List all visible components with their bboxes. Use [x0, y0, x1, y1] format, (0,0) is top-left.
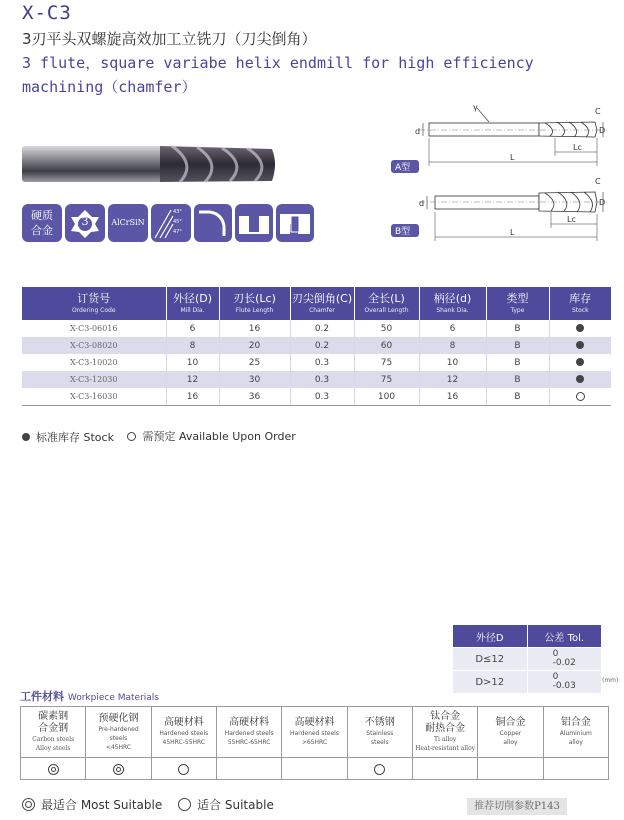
label-L-b: L: [510, 228, 515, 237]
material-name-cn: 高硬材料: [163, 717, 204, 728]
table-row: [22, 337, 611, 354]
title-english-line-2: machining（chamfer）: [22, 78, 197, 96]
cutting-parameters-reference: 推荐切削参数P143: [467, 798, 567, 815]
workpiece-column-header: [543, 707, 608, 758]
tol-range: D>12: [453, 671, 528, 694]
cell-code: X-C3-12030: [22, 371, 166, 388]
tol-upper: 0: [552, 649, 559, 659]
workpiece-column-header: [216, 707, 281, 758]
suitability-cell: [282, 758, 347, 780]
spec-header-row: [22, 287, 611, 320]
most-suitable-icon: [113, 764, 124, 775]
tol-upper: 0: [552, 672, 559, 682]
cell-mill-dia: 16: [166, 388, 219, 406]
tol-range: D≤12: [453, 648, 528, 671]
side-mill-shape-icon: [276, 204, 314, 242]
cell-shank-dia: 10: [419, 354, 486, 371]
table-row: [453, 671, 602, 694]
label-gamma: γ: [473, 103, 478, 112]
workpiece-header-row: [21, 707, 609, 758]
chamfer-shape-icon: [194, 204, 232, 242]
flute-count: 3: [81, 215, 89, 228]
cell-chamfer: 0.3: [290, 371, 354, 388]
suitable-icon: [374, 764, 385, 775]
coating-icon: [108, 204, 148, 242]
cell-code: X-C3-10020: [22, 354, 166, 371]
suitability-cell: [543, 758, 608, 780]
cell-overall-length: 75: [354, 354, 419, 371]
stock-filled-icon: [576, 358, 584, 366]
legend-suitable: 适合 Suitable: [197, 798, 274, 812]
tolerance-unit: (mm): [602, 677, 619, 684]
title-chinese: 3刃平头双螺旋高效加工立铣刀（刀尖倒角）: [22, 30, 317, 48]
header-mill-dia: 外径(D) Mill Dia.: [166, 287, 219, 320]
material-name-cn: 钛合金 耐热合金: [425, 711, 466, 734]
cell-code: X-C3-16030: [22, 388, 166, 406]
material-name-en: Carbon steels Alloy steels: [32, 736, 75, 752]
type-a-label: A型: [395, 163, 411, 173]
label-D-a: D: [599, 126, 606, 135]
workpiece-column-header: [412, 707, 477, 758]
cell-overall-length: 75: [354, 371, 419, 388]
stock-filled-icon: [576, 324, 584, 332]
cell-code: X-C3-06016: [22, 320, 166, 337]
table-row: [22, 371, 611, 388]
header-shank-dia: 柄径(d) Shank Dia.: [419, 287, 486, 320]
material-name-en: Stainless steels: [366, 730, 394, 746]
cell-shank-dia: 8: [419, 337, 486, 354]
helix-angle-3: 47°: [173, 229, 182, 235]
tol-value: [527, 648, 602, 671]
cell-type: B: [486, 337, 549, 354]
material-name-cn: 预硬化钢: [98, 712, 139, 724]
material-name-en: Ti alloy Heat-resistant alloy: [415, 736, 476, 752]
stock-empty-icon: [576, 392, 585, 401]
spec-table: [22, 287, 611, 406]
material-name-cn: 高硬材料: [294, 717, 335, 728]
cell-shank-dia: 12: [419, 371, 486, 388]
table-row: [22, 320, 611, 337]
endmill-photo: [22, 143, 278, 187]
material-name-cn: 不锈钢: [364, 717, 395, 728]
slot-shape-icon: [235, 204, 273, 242]
cell-flute-length: 16: [219, 320, 290, 337]
helix-lines-icon: [151, 204, 175, 242]
cell-overall-length: 60: [354, 337, 419, 354]
suitability-cell: [478, 758, 543, 780]
material-name-cn: 高硬材料: [229, 717, 270, 728]
most-suitable-icon: [22, 798, 35, 811]
label-C-a: C: [595, 107, 601, 116]
tol-value: [527, 671, 602, 694]
cell-overall-length: 100: [354, 388, 419, 406]
chamfer-corner-icon: [194, 204, 232, 242]
suitable-icon: [178, 764, 189, 775]
table-row: [453, 648, 602, 671]
stock-filled-icon: [576, 341, 584, 349]
label-Lc-b: Lc: [567, 215, 576, 224]
workpiece-column-header: [151, 707, 216, 758]
suitable-icon: [178, 798, 191, 811]
drawing-type-b: [419, 177, 607, 241]
cell-type: B: [486, 388, 549, 406]
cell-flute-length: 36: [219, 388, 290, 406]
helix-angle-2: 45°: [173, 219, 182, 225]
stock-empty-icon: [127, 432, 136, 441]
table-row: [22, 388, 611, 406]
legend-stock-label: 标准库存 Stock: [36, 430, 114, 444]
label-d-b: d: [419, 199, 425, 208]
cell-stock: [549, 388, 611, 406]
cell-chamfer: 0.3: [290, 354, 354, 371]
header-overall-length: 全长(L) Overall Length: [354, 287, 419, 320]
workpiece-table: [20, 706, 609, 780]
material-name-en: Hardened steels 55HRC-65HRC: [224, 730, 274, 746]
label-d-a: d: [415, 127, 421, 136]
suitability-legend: [22, 796, 286, 814]
header-type: 类型 Type: [486, 287, 549, 320]
stock-filled-icon: [576, 375, 584, 383]
side-milling-icon: [276, 204, 314, 242]
drawing-type-a: [415, 103, 607, 166]
product-code: X-C3: [22, 2, 72, 24]
material-name-cn: 铝合金: [560, 717, 591, 728]
label-Lc-a: Lc: [573, 143, 582, 152]
material-name-en: Copper alloy: [499, 730, 522, 746]
suitability-cell: [347, 758, 412, 780]
workpiece-column-header: [282, 707, 347, 758]
suitability-cell: [21, 758, 86, 780]
workpiece-column-header: [21, 707, 86, 758]
table-row: [22, 354, 611, 371]
material-label-1: 硬质: [31, 209, 53, 222]
material-name-cn: 铜合金: [495, 717, 526, 728]
title-english-line-1: 3 flute，square variabe helix endmill for high efficiency: [22, 54, 534, 72]
header-chamfer: 刃尖倒角(C) Chamfer: [290, 287, 354, 320]
cell-chamfer: 0.2: [290, 337, 354, 354]
header-ordering-code: 订货号 Ordering Code: [22, 287, 166, 320]
technical-drawings: [385, 100, 615, 250]
workpiece-column-header: [86, 707, 151, 758]
cell-flute-length: 30: [219, 371, 290, 388]
suitability-cell: [412, 758, 477, 780]
cell-chamfer: 0.2: [290, 320, 354, 337]
cell-chamfer: 0.3: [290, 388, 354, 406]
cell-mill-dia: 12: [166, 371, 219, 388]
workpiece-suitability-row: [21, 758, 609, 780]
workpiece-column-header: [478, 707, 543, 758]
header-stock: 库存 Stock: [549, 287, 611, 320]
cell-stock: [549, 354, 611, 371]
cell-mill-dia: 10: [166, 354, 219, 371]
legend-order-label: 需预定 Available Upon Order: [142, 430, 296, 443]
tolerance-table: [452, 624, 602, 694]
cell-code: X-C3-08020: [22, 337, 166, 354]
cell-overall-length: 50: [354, 320, 419, 337]
material-name-en: Hardened steels >65HRC: [290, 730, 339, 746]
suitability-cell: [151, 758, 216, 780]
cell-mill-dia: 8: [166, 337, 219, 354]
legend-most-suitable: 最适合 Most Suitable: [41, 798, 163, 812]
material-name-cn: 碳素钢 合金钢: [38, 711, 69, 734]
workpiece-title-cn: 工件材料: [20, 690, 64, 703]
material-name-en: Aluminium alloy: [559, 730, 592, 746]
slotting-icon: [235, 204, 273, 242]
label-D-b: D: [599, 198, 606, 207]
workpiece-column-header: [347, 707, 412, 758]
workpiece-title-en: Workpiece Materials: [67, 693, 159, 703]
most-suitable-icon: [48, 764, 59, 775]
coating-label: AlCrSiN: [111, 218, 145, 227]
suitability-cell: [86, 758, 151, 780]
workpiece-title: [20, 688, 159, 704]
suitability-cell: [216, 758, 281, 780]
type-b-label: B型: [395, 227, 411, 237]
label-L-a: L: [510, 153, 515, 162]
tol-header-tol: 公差 Tol.: [527, 625, 602, 648]
cell-type: B: [486, 371, 549, 388]
stock-legend: [22, 428, 306, 445]
cell-shank-dia: 16: [419, 388, 486, 406]
stock-filled-icon: [22, 433, 30, 441]
variable-helix-icon: [151, 204, 191, 242]
cell-stock: [549, 337, 611, 354]
tol-lower: -0.03: [552, 681, 576, 691]
tol-header-dia: 外径D: [453, 625, 528, 648]
label-C-b: C: [595, 177, 601, 186]
material-name-en: Hardened steels 45HRC-55HRC: [159, 730, 209, 746]
cell-type: B: [486, 320, 549, 337]
cell-shank-dia: 6: [419, 320, 486, 337]
cell-flute-length: 20: [219, 337, 290, 354]
material-label-2: 合金: [31, 224, 53, 237]
cell-stock: [549, 371, 611, 388]
helix-angle-1: 43°: [173, 209, 182, 215]
cell-flute-length: 25: [219, 354, 290, 371]
cell-mill-dia: 6: [166, 320, 219, 337]
cell-type: B: [486, 354, 549, 371]
cell-stock: [549, 320, 611, 337]
header-flute-length: 刃长(Lc) Flute Length: [219, 287, 290, 320]
tol-lower: -0.02: [552, 658, 576, 668]
carbide-material-icon: [22, 204, 62, 242]
three-flute-icon: [65, 204, 105, 242]
material-name-en: Pre-hardened steels <45HRC: [98, 725, 139, 751]
